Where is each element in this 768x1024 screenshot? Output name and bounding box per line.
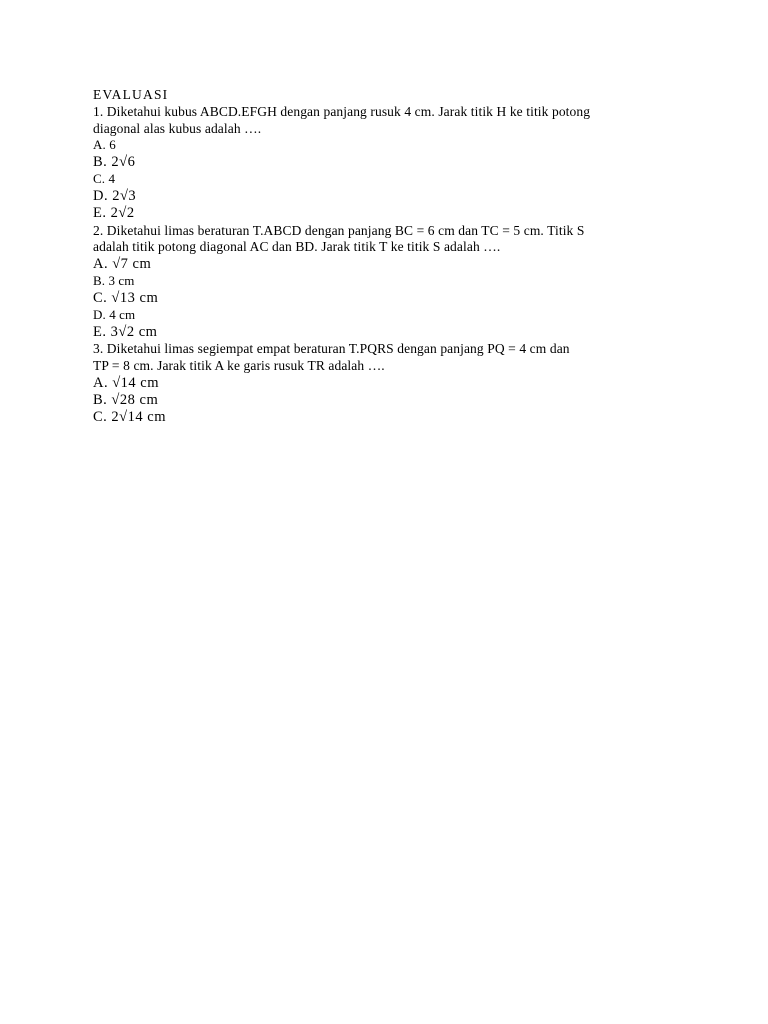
document-page bbox=[93, 87, 673, 427]
question-2 bbox=[93, 223, 673, 342]
question-text-line: 1. Diketahui kubus ABCD.EFGH dengan panjang rusuk 4 cm. Jarak titik H ke titik potong bbox=[93, 103, 591, 119]
question-text-line: 2. Diketahui limas beraturan T.ABCD dengan panjang BC = 6 cm dan TC = 5 cm. Titik S bbox=[93, 222, 585, 238]
answer-option: A. √14 cm bbox=[93, 374, 160, 391]
answer-option: E. 3√2 cm bbox=[93, 324, 158, 341]
question-3 bbox=[93, 341, 673, 426]
answer-option: A. 6 bbox=[93, 137, 116, 153]
question-1 bbox=[93, 104, 673, 223]
question-text-line: adalah titik potong diagonal AC dan BD. Jarak titik T ke titik S adalah …. bbox=[93, 239, 501, 255]
answer-option: D. 2√3 bbox=[93, 188, 137, 205]
answer-option: B. 3 cm bbox=[93, 273, 135, 289]
answer-option: C. √13 cm bbox=[93, 290, 159, 307]
answer-option: D. 4 cm bbox=[93, 307, 136, 323]
answer-option: C. 4 bbox=[93, 171, 116, 187]
question-text-line: 3. Diketahui limas segiempat empat beraturan T.PQRS dengan panjang PQ = 4 cm dan bbox=[93, 341, 570, 357]
question-text-line: diagonal alas kubus adalah …. bbox=[93, 120, 262, 136]
answer-option: B. 2√6 bbox=[93, 154, 136, 171]
answer-option: C. 2√14 cm bbox=[93, 409, 166, 426]
question-text-line: TP = 8 cm. Jarak titik A ke garis rusuk TR adalah …. bbox=[93, 358, 385, 374]
answer-option: B. √28 cm bbox=[93, 392, 159, 409]
document-title: EVALUASI bbox=[93, 87, 169, 102]
answer-option: E. 2√2 bbox=[93, 205, 135, 222]
answer-option: A. √7 cm bbox=[93, 256, 152, 273]
